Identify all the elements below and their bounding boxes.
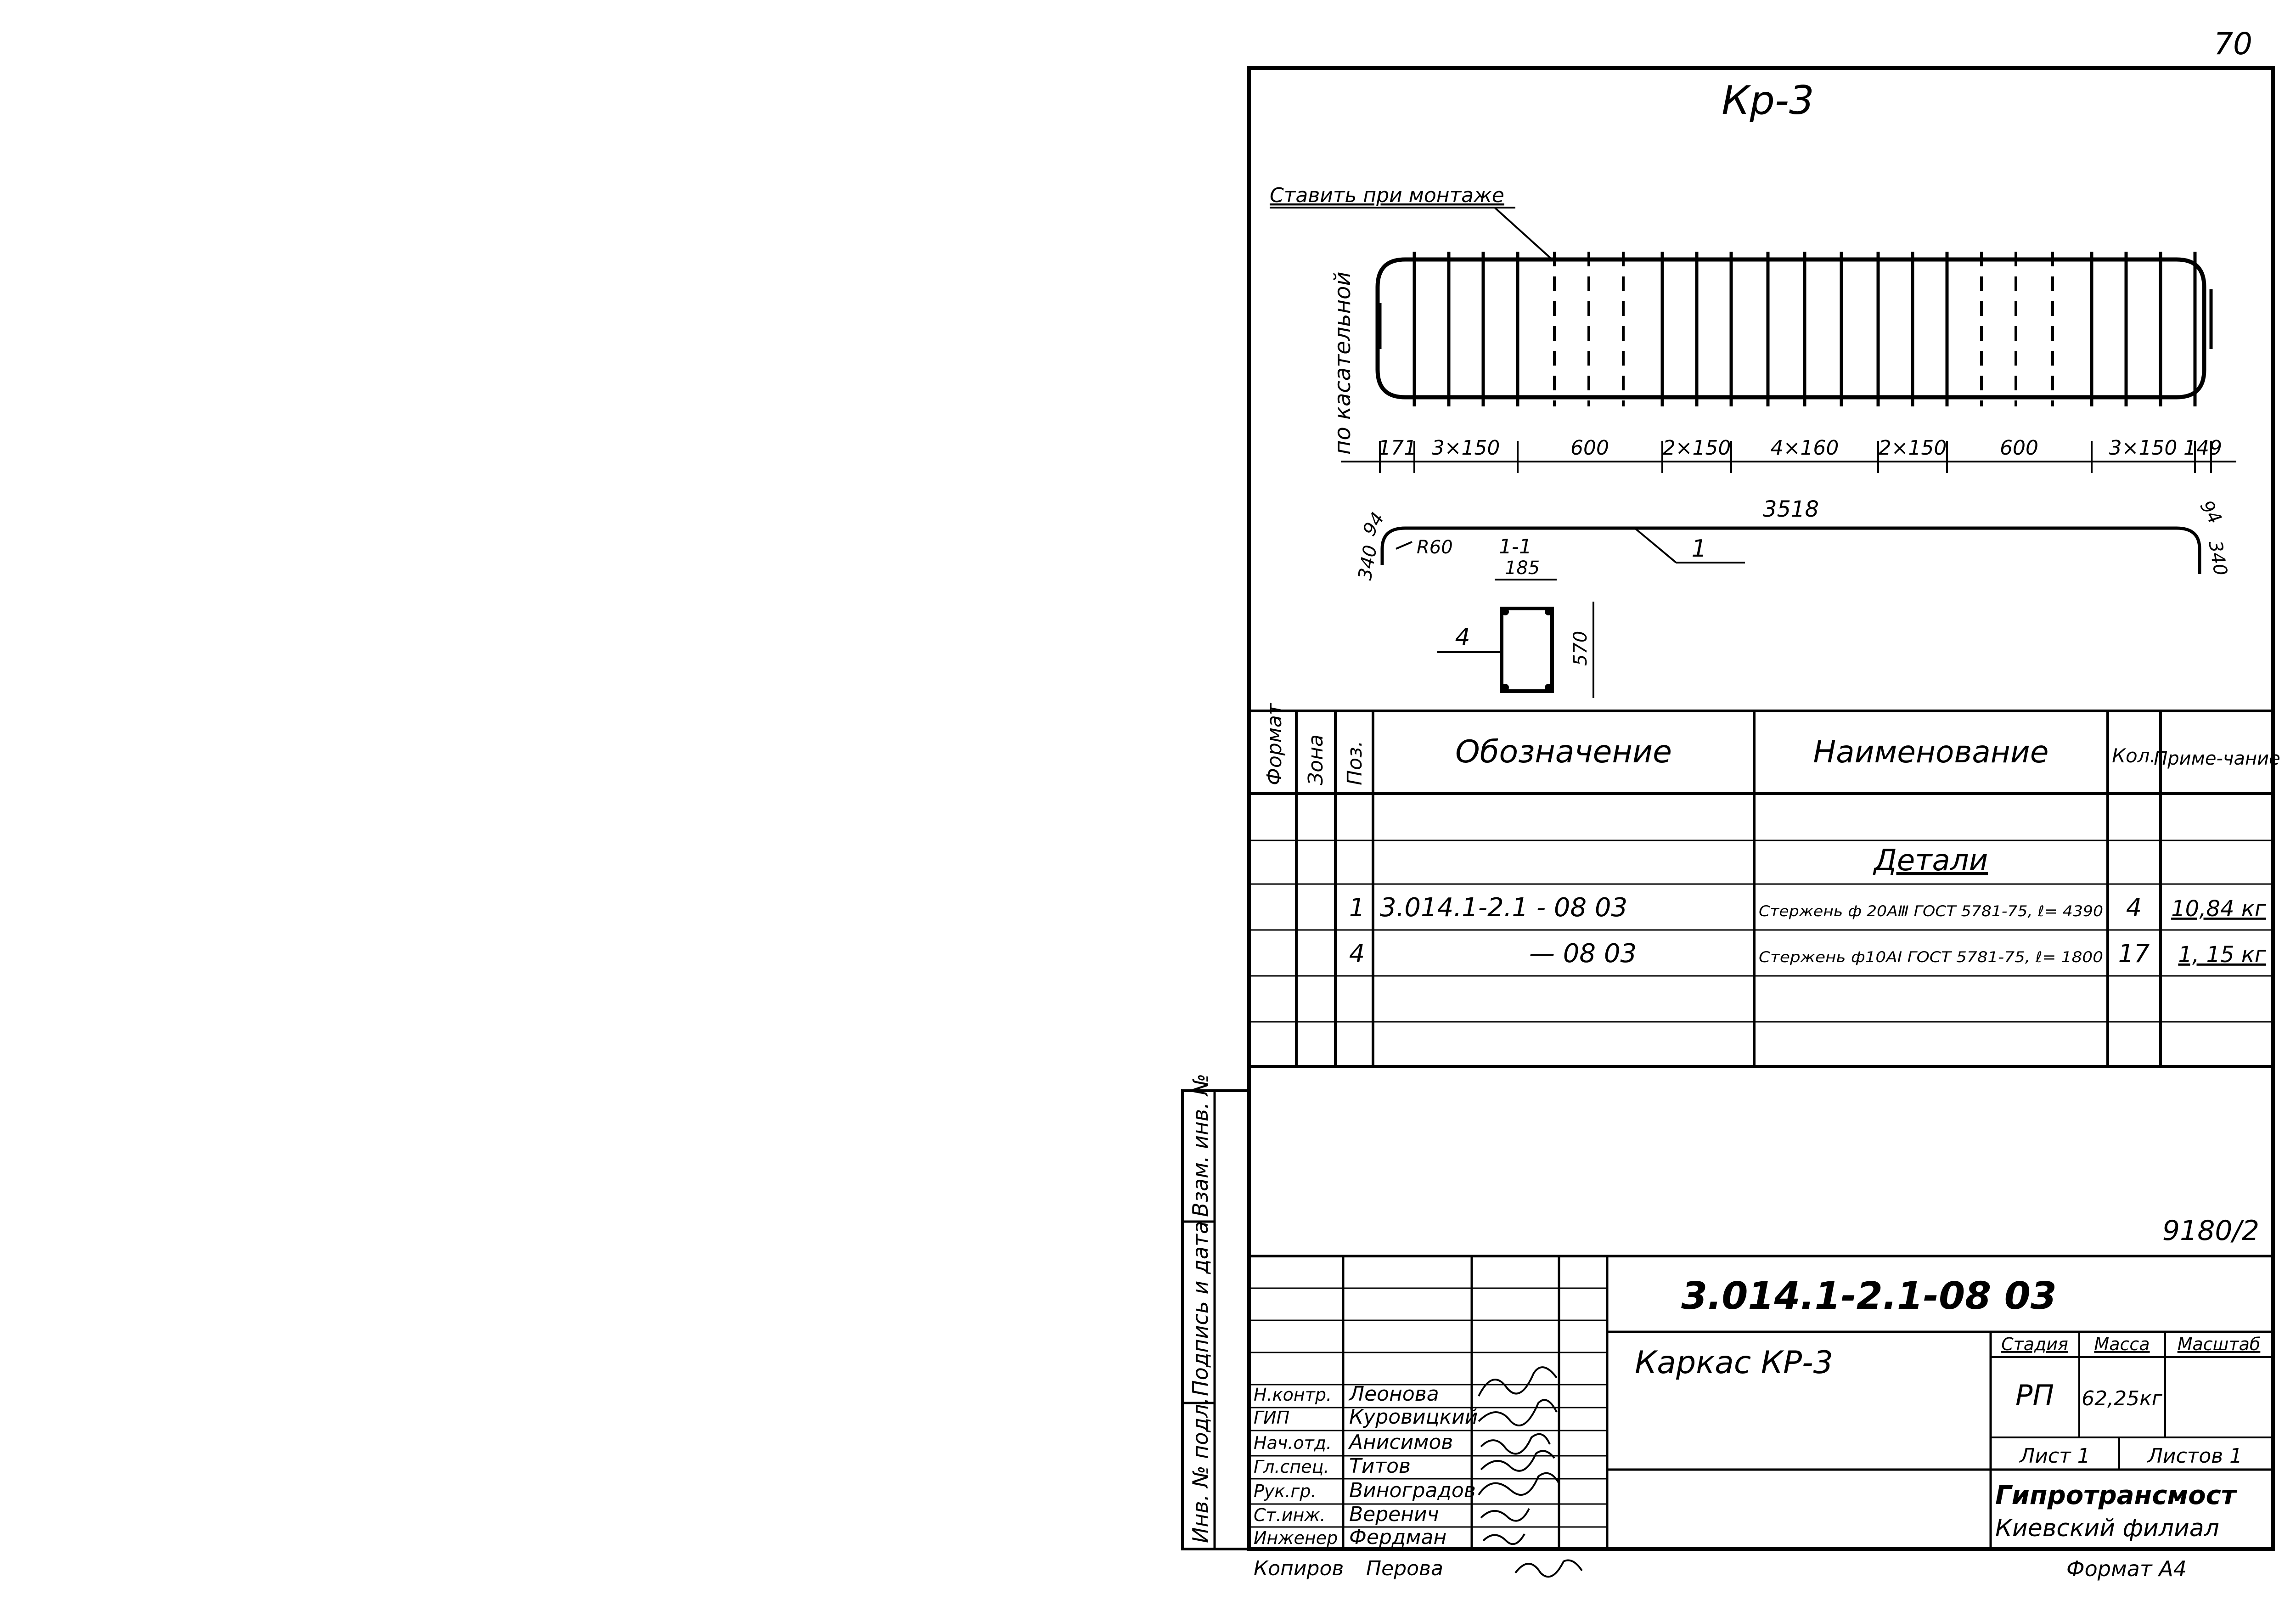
header-note: Приме-чание: [2154, 748, 2280, 769]
name-nach-otd: Анисимов: [1349, 1431, 1453, 1454]
dim-171: 171: [1378, 436, 1417, 460]
row-1-pos: 1: [1349, 893, 1365, 922]
document-title: Каркас КР-3: [1635, 1345, 1833, 1381]
mass-value: 62,25кг: [2082, 1387, 2162, 1410]
row-2-pos: 4: [1349, 939, 1365, 968]
role-inzhener: Инженер: [1254, 1528, 1338, 1548]
row-2-qty: 17: [2118, 939, 2150, 968]
hook-length-left: 94: [1358, 508, 1389, 540]
dim-2x150-left: 2×150: [1662, 436, 1731, 460]
section-width: 185: [1504, 558, 1540, 579]
inventory-number: 9180/2: [2162, 1215, 2259, 1247]
name-gip: Куровицкий: [1349, 1405, 1478, 1429]
sheets-label: Листов 1: [2147, 1444, 2243, 1468]
side-stamp: [1182, 1074, 1249, 1549]
header-format: Формат: [1263, 703, 1286, 785]
title-block: [1249, 1256, 2273, 1581]
header-designation: Обозначение: [1455, 734, 1672, 770]
stamp-inv-number: Инв. № подл.: [1188, 1397, 1213, 1543]
copied-name: Перова: [1366, 1557, 1443, 1580]
section-height: 570: [1570, 631, 1591, 666]
dim-2x150-right: 2×150: [1878, 436, 1947, 460]
header-pos: Поз.: [1343, 740, 1367, 785]
role-st-inzh: Ст.инж.: [1254, 1505, 1326, 1525]
bar-length: 3518: [1762, 496, 1819, 522]
name-st-inzh: Веренич: [1349, 1503, 1439, 1526]
role-gl-spec: Гл.спец.: [1254, 1457, 1329, 1477]
stage-value: РП: [2015, 1379, 2054, 1412]
dim-3x150-right: 3×150: [2109, 436, 2178, 460]
format-label: Формат А4: [2066, 1556, 2187, 1581]
name-n-kontr: Леонова: [1349, 1382, 1439, 1406]
hook-length-right: 94: [2195, 497, 2226, 528]
cage-elevation: [1378, 252, 2211, 406]
stamp-signature-date: Подпись и дата: [1188, 1221, 1213, 1396]
drawing-title: Кр-3: [1722, 78, 1814, 124]
section-position: 4: [1455, 624, 1470, 651]
stage-label: Стадия: [2001, 1334, 2068, 1354]
row-2-designation: — 08 03: [1529, 939, 1637, 969]
dimension-chain: [1341, 436, 2236, 473]
dim-600-left: 600: [1570, 436, 1609, 460]
dim-600-right: 600: [2000, 436, 2038, 460]
hook-height-right: 340: [2204, 539, 2231, 577]
document-code: 3.014.1-2.1-08 03: [1681, 1274, 2057, 1318]
mass-label: Масса: [2094, 1334, 2150, 1354]
bend-radius: R60: [1417, 537, 1453, 558]
sheet-frame: [1249, 68, 2273, 1549]
dim-4x160: 4×160: [1770, 436, 1839, 460]
stamp-replaced-inv: Взам. инв. №: [1188, 1073, 1213, 1217]
section-1-1: [1437, 535, 1593, 698]
position-label-1: 1: [1691, 535, 1707, 563]
dim-3x150-left: 3×150: [1431, 436, 1500, 460]
header-zone: Зона: [1304, 734, 1328, 785]
dim-149: 149: [2183, 436, 2222, 460]
section-title-details: Детали: [1874, 844, 1988, 878]
note-leader: [1495, 208, 1552, 259]
organization-name: Гипротрансмост: [1995, 1481, 2236, 1510]
role-ruk-gr: Рук.гр.: [1254, 1481, 1317, 1501]
page-number: 70: [2214, 26, 2252, 62]
row-1-note: 10,84 кг: [2171, 896, 2266, 922]
name-inzhener: Фердман: [1349, 1526, 1447, 1549]
header-name: Наименование: [1813, 734, 2049, 770]
row-1-designation: 3.014.1-2.1 - 08 03: [1380, 893, 1628, 923]
role-nach-otd: Нач.отд.: [1254, 1433, 1332, 1453]
name-gl-spec: Титов: [1349, 1454, 1411, 1478]
tangent-note: по касательной: [1330, 271, 1356, 455]
row-1-name: Стержень ф 20АⅢ ГОСТ 5781-75, ℓ= 4390: [1759, 902, 2103, 920]
spec-table: [1249, 703, 2280, 1066]
header-qty: Кол.: [2112, 744, 2156, 767]
name-ruk-gr: Виноградов: [1349, 1479, 1476, 1502]
section-mark: 1-1: [1499, 535, 1532, 558]
role-n-kontr: Н.контр.: [1254, 1385, 1332, 1405]
bar-detail: [1355, 496, 2231, 582]
signature-scribbles: [1479, 1367, 1582, 1577]
scale-label: Масштаб: [2177, 1334, 2261, 1354]
row-1-qty: 4: [2126, 893, 2142, 922]
installation-note: Ставить при монтаже: [1270, 184, 1504, 207]
copied-label: Копиров: [1254, 1557, 1344, 1580]
row-2-name: Стержень ф10АⅠ ГОСТ 5781-75, ℓ= 1800: [1759, 948, 2103, 966]
row-2-note: 1, 15 кг: [2178, 942, 2266, 968]
hook-height-left: 340: [1354, 543, 1382, 582]
branch-name: Киевский филиал: [1995, 1515, 2219, 1542]
sheet-label: Лист 1: [2020, 1444, 2090, 1468]
role-gip: ГИП: [1254, 1408, 1290, 1428]
